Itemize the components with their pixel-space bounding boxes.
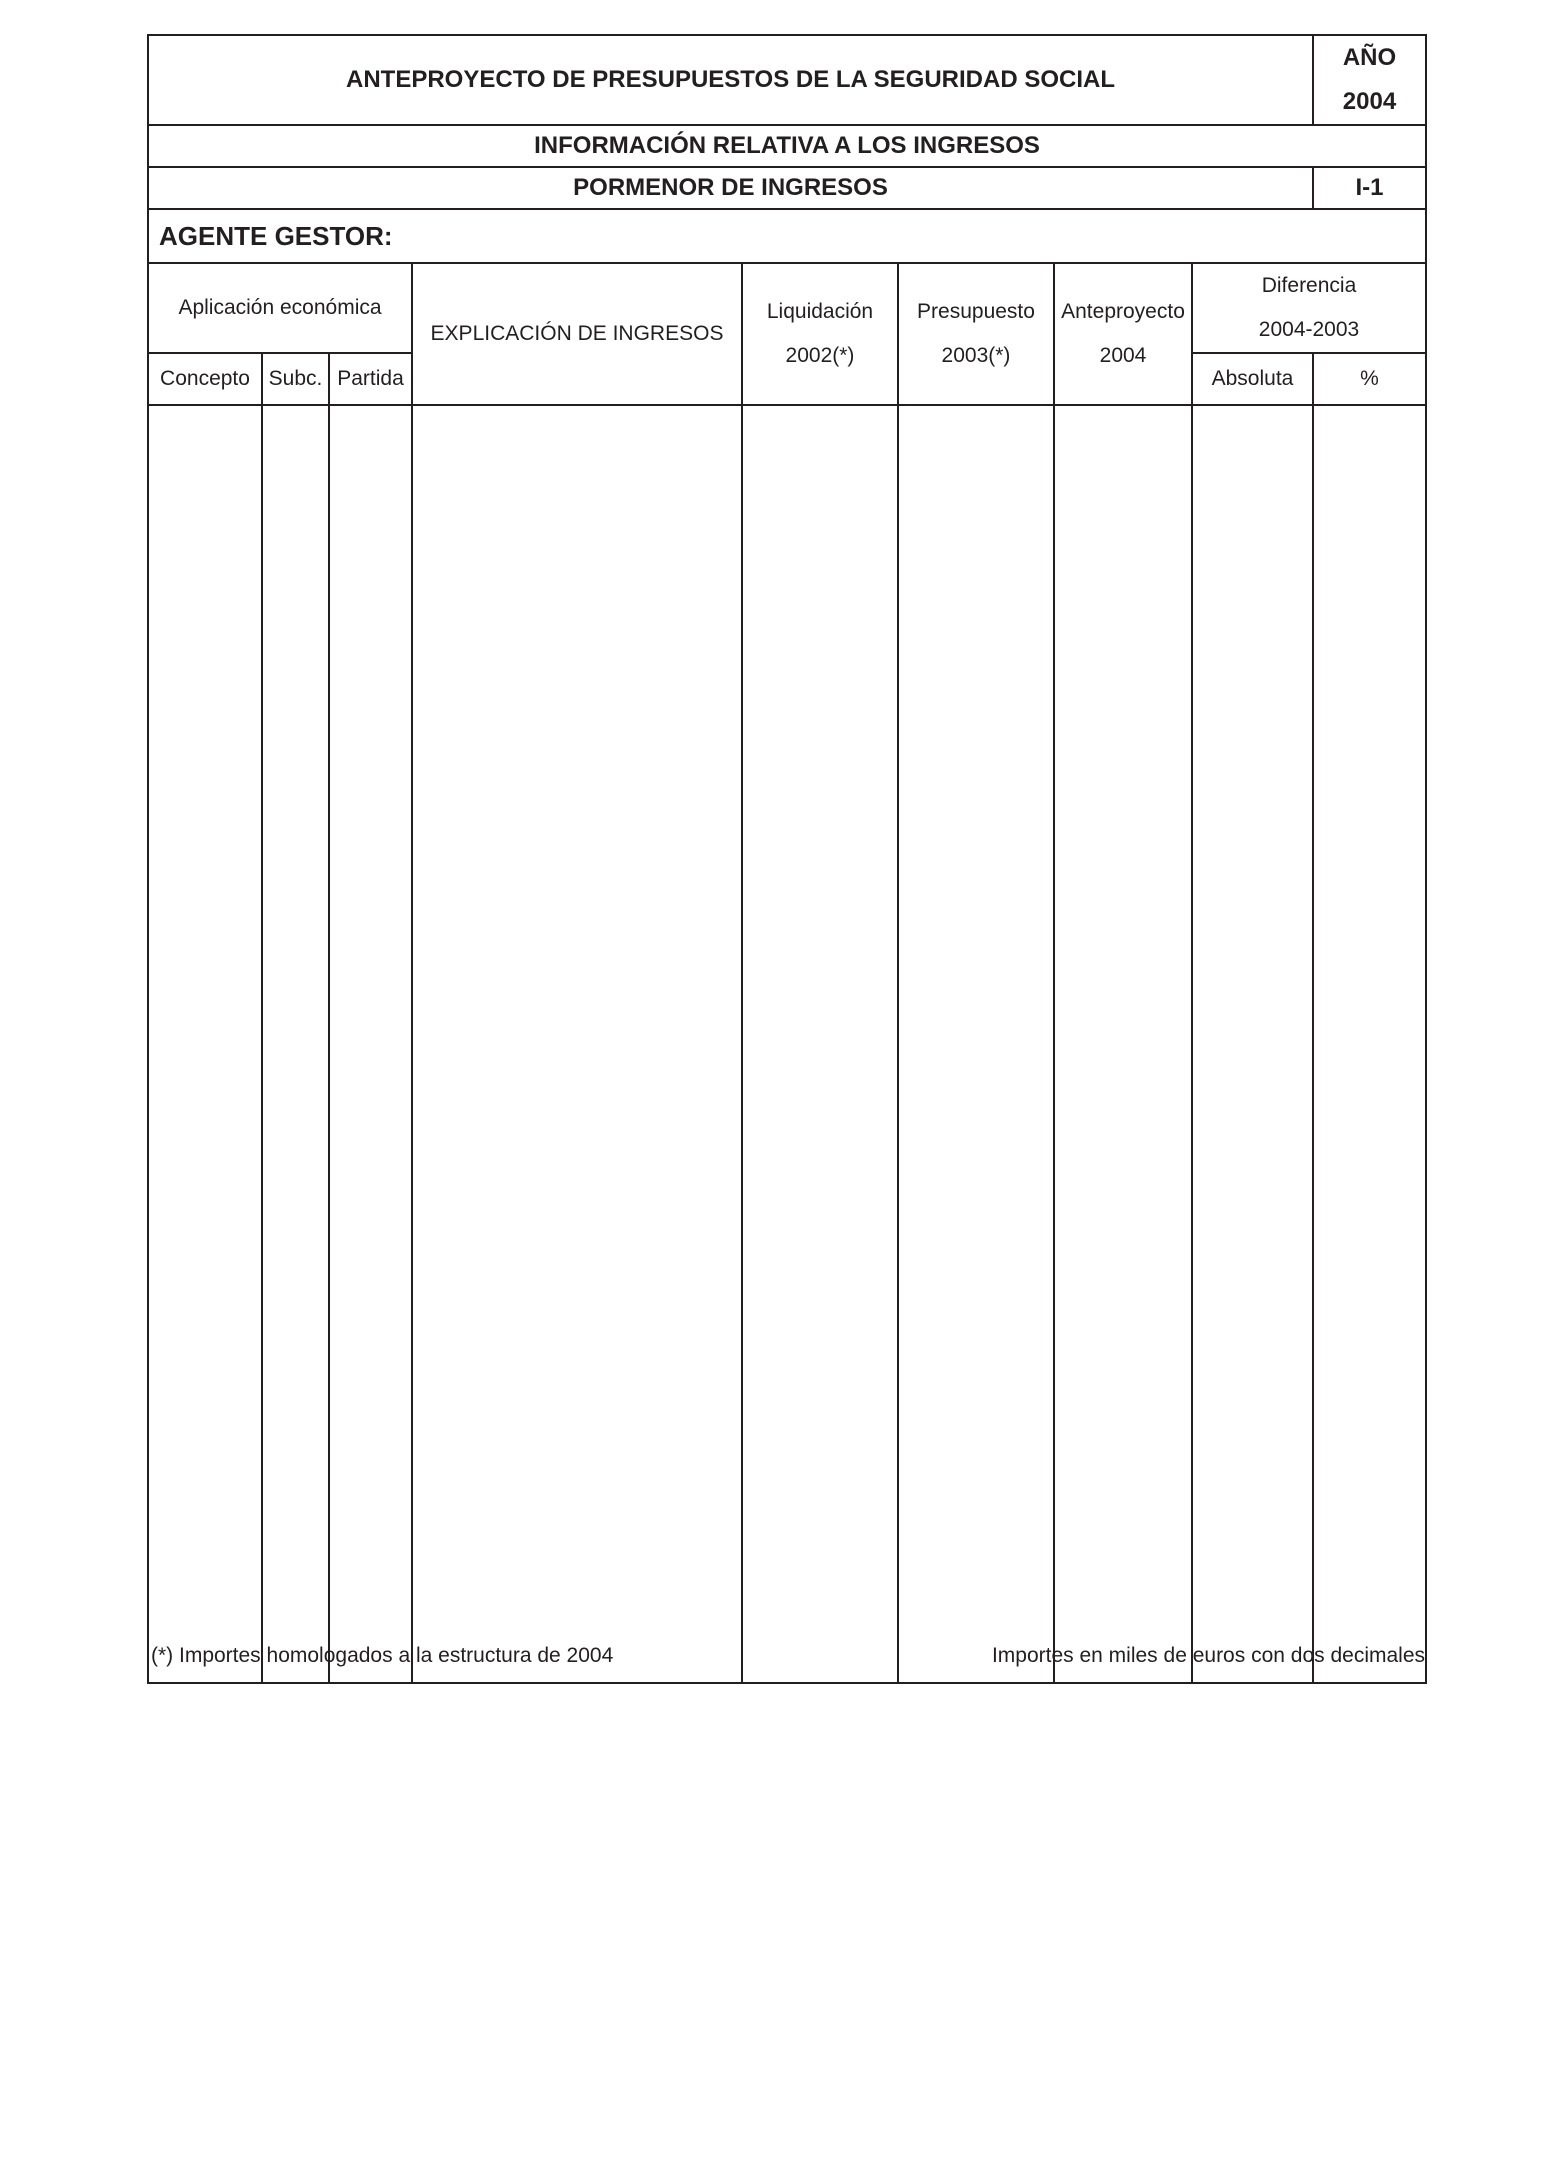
year-label: AÑO (1342, 44, 1397, 71)
budget-form (147, 34, 1425, 1684)
data-cell-liquidacion (742, 405, 898, 1683)
year-value: 2004 (1342, 88, 1397, 115)
form-title: ANTEPROYECTO DE PRESUPUESTOS DE LA SEGURIDAD SOCIAL (148, 35, 1313, 125)
col-concepto: Concepto (148, 353, 262, 405)
section-title: PORMENOR DE INGRESOS (148, 167, 1313, 209)
data-cell-partida (329, 405, 412, 1683)
data-cell-absoluta (1192, 405, 1313, 1683)
diferencia-label: Diferencia (1261, 274, 1357, 297)
anteproyecto-year: 2004 (1099, 344, 1147, 367)
data-cell-subc (262, 405, 329, 1683)
header-table (147, 34, 1427, 1684)
footer-note: (*) Importes homologados a la estructura de 2004 (151, 1644, 614, 1667)
col-aplicacion-economica: Aplicación económica (148, 263, 412, 353)
col-liquidacion (742, 263, 898, 405)
form-subtitle: INFORMACIÓN RELATIVA A LOS INGRESOS (148, 125, 1426, 167)
liquidacion-year: 2002(*) (785, 344, 855, 367)
data-cell-porcentaje (1313, 405, 1426, 1683)
data-cell-explicacion (412, 405, 742, 1683)
diferencia-years: 2004-2003 (1258, 318, 1360, 341)
data-cell-anteproyecto (1054, 405, 1192, 1683)
anteproyecto-label: Anteproyecto (1061, 300, 1185, 323)
data-cell-presupuesto (898, 405, 1054, 1683)
agente-gestor-label: AGENTE GESTOR: (148, 209, 1426, 263)
empty-data-area (148, 405, 1426, 1683)
form-code: I-1 (1313, 167, 1426, 209)
col-anteproyecto (1054, 263, 1192, 405)
col-partida: Partida (329, 353, 412, 405)
col-absoluta: Absoluta (1192, 353, 1313, 405)
data-cell-concepto (148, 405, 262, 1683)
footer-units: Importes en miles de euros con dos decimales (991, 1644, 1425, 1667)
col-subc: Subc. (262, 353, 329, 405)
presupuesto-year: 2003(*) (941, 344, 1011, 367)
year-cell (1313, 35, 1426, 125)
col-presupuesto (898, 263, 1054, 405)
col-diferencia (1192, 263, 1426, 353)
liquidacion-label: Liquidación (766, 300, 874, 323)
col-porcentaje: % (1313, 353, 1426, 405)
col-explicacion-ingresos: EXPLICACIÓN DE INGRESOS (412, 263, 742, 405)
presupuesto-label: Presupuesto (917, 300, 1035, 323)
